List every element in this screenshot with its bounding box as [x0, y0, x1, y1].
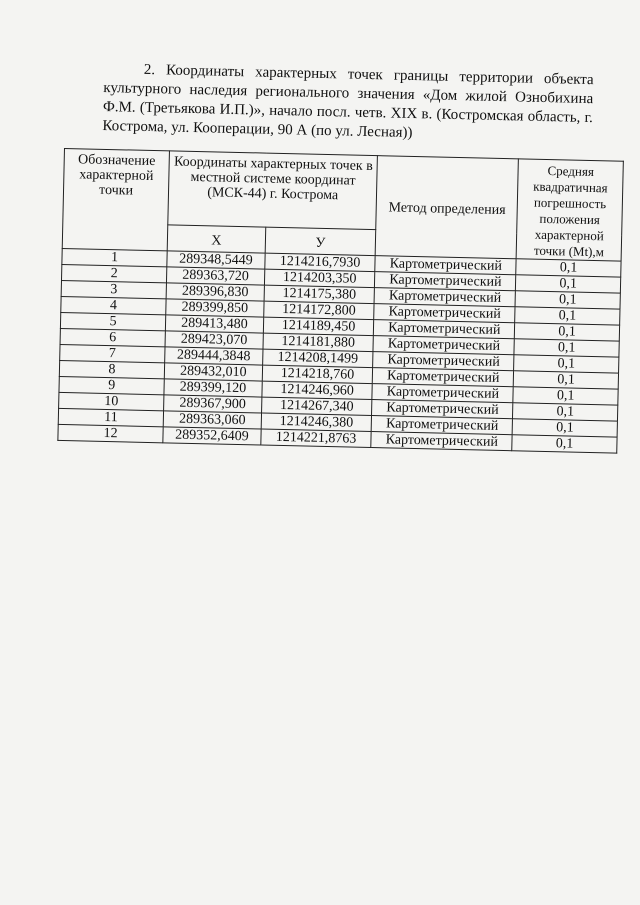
cell-method: Картометрический: [373, 352, 514, 371]
cell-error: 0,1: [512, 419, 617, 437]
cell-y: 1214172,800: [263, 301, 374, 320]
cell-x: 289396,830: [166, 283, 264, 301]
cell-method: Картометрический: [372, 400, 513, 419]
cell-method: Картометрический: [374, 288, 515, 307]
cell-error: 0,1: [516, 259, 621, 277]
cell-error: 0,1: [514, 339, 619, 357]
cell-error: 0,1: [515, 291, 620, 309]
cell-x: 289399,850: [166, 299, 264, 317]
cell-x: 289444,3848: [165, 347, 263, 365]
cell-y: 1214208,1499: [262, 349, 373, 368]
cell-x: 289348,5449: [167, 251, 265, 269]
cell-x: 289413,480: [165, 315, 263, 333]
cell-point: 2: [61, 264, 166, 282]
cell-method: Картометрический: [372, 416, 513, 435]
header-point: Обозначение характерной точки: [62, 149, 169, 251]
cell-y: 1214216,7930: [265, 253, 376, 272]
cell-x: 289363,720: [167, 267, 265, 285]
cell-method: Картометрический: [375, 272, 516, 291]
header-x: Х: [167, 225, 265, 253]
cell-x: 289432,010: [164, 363, 262, 381]
cell-point: 4: [61, 296, 166, 314]
cell-point: 12: [58, 424, 163, 442]
cell-x: 289399,120: [164, 379, 262, 397]
section-heading: [102, 60, 594, 147]
cell-x: 289352,6409: [163, 427, 261, 445]
cell-error: 0,1: [514, 371, 619, 389]
cell-point: 8: [59, 360, 164, 378]
header-coords: Координаты характерных точек в местной системе координат (МСК-44) г. Кострома: [168, 151, 378, 230]
cell-x: 289423,070: [165, 331, 263, 349]
cell-y: 1214175,380: [264, 285, 375, 304]
cell-y: 1214189,450: [263, 317, 374, 336]
header-method: Метод определения: [376, 156, 519, 259]
cell-error: 0,1: [514, 355, 619, 373]
cell-point: 11: [58, 408, 163, 426]
cell-y: 1214246,380: [261, 413, 372, 432]
cell-method: Картометрический: [374, 320, 515, 339]
cell-point: 1: [62, 248, 167, 266]
cell-y: 1214267,340: [261, 397, 372, 416]
cell-error: 0,1: [515, 307, 620, 325]
cell-error: 0,1: [513, 403, 618, 421]
cell-method: Картометрический: [373, 336, 514, 355]
header-y: У: [265, 227, 376, 256]
cell-y: 1214246,960: [262, 381, 373, 400]
header-error: Средняя квадратичная погрешность положения характерной точки (Mt),м: [516, 159, 623, 261]
cell-point: 7: [60, 344, 165, 362]
coordinates-table-container: [57, 148, 624, 454]
cell-point: 5: [60, 312, 165, 330]
cell-y: 1214221,8763: [261, 429, 372, 448]
cell-method: Картометрический: [374, 304, 515, 323]
cell-point: 6: [60, 328, 165, 346]
cell-error: 0,1: [512, 435, 617, 453]
cell-method: Картометрический: [375, 256, 516, 275]
cell-method: Картометрический: [371, 432, 512, 451]
cell-point: 10: [59, 392, 164, 410]
cell-error: 0,1: [516, 275, 621, 293]
cell-method: Картометрический: [373, 368, 514, 387]
cell-y: 1214203,350: [264, 269, 375, 288]
section-number: 2.: [143, 61, 156, 79]
cell-point: 9: [59, 376, 164, 394]
cell-x: 289363,060: [163, 411, 261, 429]
cell-method: Картометрический: [372, 384, 513, 403]
coordinates-table: [57, 148, 624, 454]
cell-y: 1214218,760: [262, 365, 373, 384]
cell-point: 3: [61, 280, 166, 298]
section-title: Координаты характерных точек границы территории объекта культурного наследия регионального значения «Дом жилой Ознобихина Ф.М. (Третьякова И.П.)», начало посл. четв. XIX в. (Костромская область, г. Кострома, ул. Кооперации, 90 А (по ул. Лесная)): [102, 62, 594, 142]
cell-x: 289367,900: [164, 395, 262, 413]
cell-error: 0,1: [513, 387, 618, 405]
cell-error: 0,1: [515, 323, 620, 341]
cell-y: 1214181,880: [263, 333, 374, 352]
